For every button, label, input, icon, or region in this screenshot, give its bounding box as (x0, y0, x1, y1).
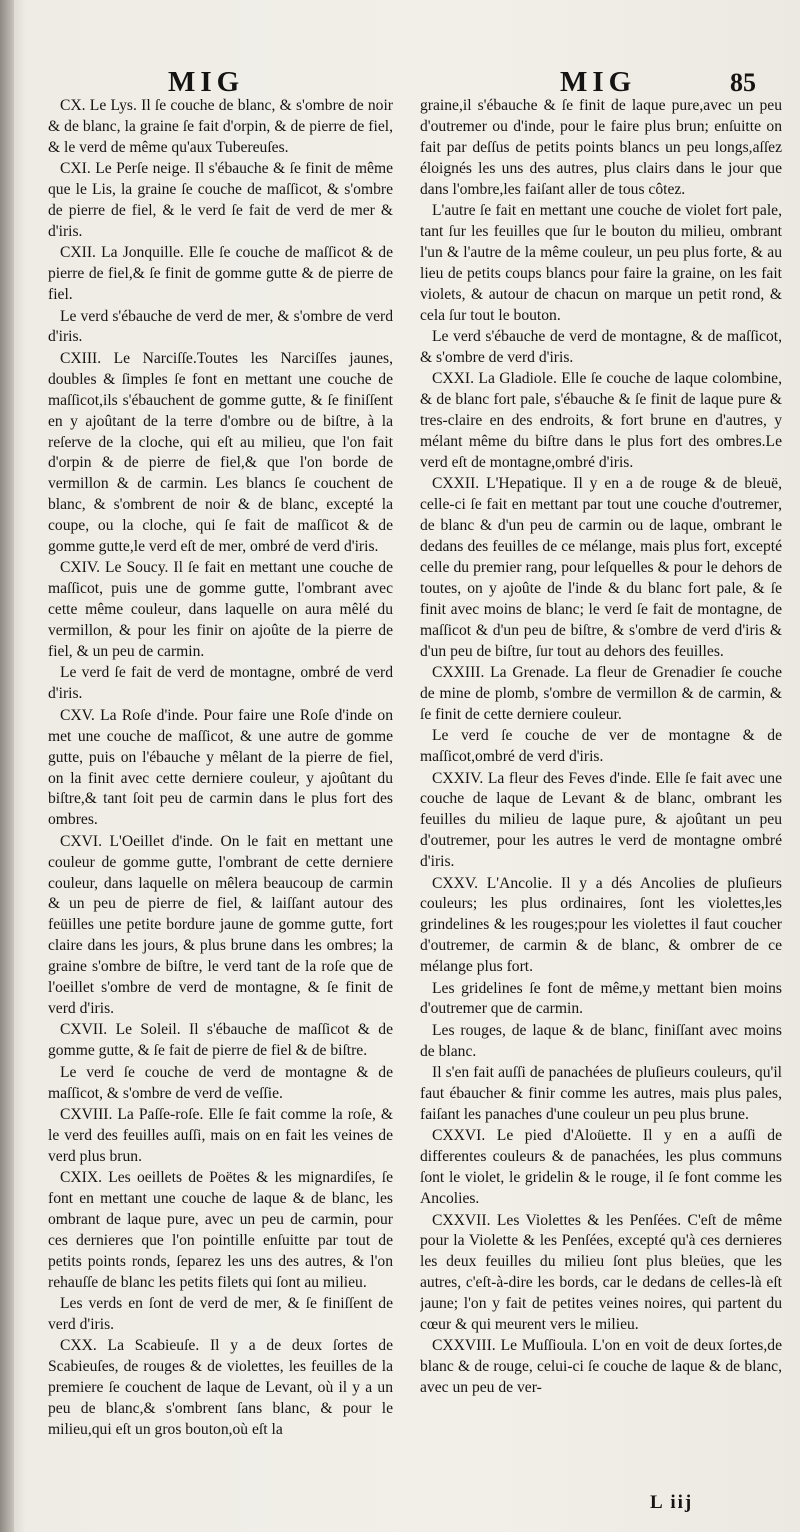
running-head-right-word: MIG (560, 66, 637, 98)
paragraph: CXXI. La Gladiole. Elle ſe couche de laque colombine, & de blanc fort pale, s'ébauche & ſe finit de laque pure & tres-claire en des endroits, & fort brune en d'autres, y mélant même du biſtre dans le plus fort des ombres.Le verd eſt de montagne,ombré d'iris. (420, 370, 782, 471)
paragraph: CXIX. Les oeillets de Poëtes & les mignardiſes, ſe font en mettant une couche de laque & de blanc, les ombrant de laque pure, avec un peu de carmin, pour ces dernieres que l'on pointille enſuitte par tout de petits points ronds, ſeparez les uns des autres, & l'on rehauſſe de blanc les petits filets qui ſont au milieu. (48, 1169, 393, 1291)
paragraph: L'autre ſe fait en mettant une couche de violet fort pale, tant ſur les feuilles que ſur le bouton du milieu, ombrant l'un & l'autre de la même couleur, un peu plus forte, & au lieu de petits coups blancs pour faire la graine, on les fait violets, & autour de chacun on marque un petit rond, & cela ſur tout le bouton. (420, 202, 782, 324)
paragraph: CXVIII. La Paſſe-roſe. Elle ſe fait comme la roſe, & le verd des feuilles auſſi, mais on en fait les veines de verd plus brun. (48, 1106, 393, 1165)
right-column (420, 96, 782, 1496)
paragraph: CXXIII. La Grenade. La fleur de Grenadier ſe couche de mine de plomb, s'ombre de vermillon & de carmin, & ſe finit de cette derniere couleur. (420, 663, 782, 723)
paragraph: CX. Le Lys. Il ſe couche de blanc, & s'ombre de noir & de blanc, la graine ſe fait d'orpin, & de pierre de fiel, & le verd de même qu'aux Tubereuſes. (48, 97, 393, 156)
paragraph: Le verd s'ébauche de verd de mer, & s'ombre de verd d'iris. (48, 307, 393, 346)
left-column (48, 96, 393, 1496)
paragraph: CXIV. Le Soucy. Il ſe fait en mettant une couche de maſſicot, puis une de gomme gutte, l'ombrant avec cette même couleur, dans laquelle on aura mêlé du vermillon, & pour les finir on ajoûte de la pierre de fiel, & un peu de carmin. (48, 559, 393, 661)
paragraph: Le verd ſe couche de ver de montagne & de maſſicot,ombré de verd d'iris. (420, 727, 782, 766)
page-gutter-shadow (0, 0, 14, 1532)
paragraph: Le verd ſe couche de verd de montagne & de maſſicot, & s'ombre de verd de veſſie. (48, 1063, 393, 1102)
paragraph: Il s'en fait auſſi de panachées de pluſieurs couleurs, qu'il faut ébaucher & finir comme les autres, mais plus pales, faiſant les panaches d'une couleur un peu plus brune. (420, 1064, 782, 1123)
paragraph: Le verd ſe fait de verd de montagne, ombré de verd d'iris. (48, 664, 393, 703)
paragraph: Les gridelines ſe font de même,y mettant bien moins d'outremer que de carmin. (420, 979, 782, 1018)
paragraph: graine,il s'ébauche & ſe finit de laque pure,avec un peu d'outremer ou d'inde, pour le faire plus brun; enſuitte on fait par deſſus de petits points blancs un peu longs,aſſez éloignés les uns des autres, plus clairs dans le jour que dans l'ombre,les faiſant aller de tous côtez. (420, 97, 782, 198)
paragraph: Les verds en ſont de verd de mer, & ſe finiſſent de verd d'iris. (48, 1295, 393, 1334)
paragraph: CXI. Le Perſe neige. Il s'ébauche & ſe finit de même que le Lis, la graine ſe couche de maſſicot, & s'ombre de pierre de fiel, & le verd ſe fait de verd de mer & d'iris. (48, 160, 393, 240)
page-number: 85 (730, 68, 756, 97)
paragraph: CXIII. Le Narciſſe.Toutes les Narciſſes jaunes, doubles & ſimples ſe font en mettant une couche de maſſicot,ils s'ébauchent de gomme gutte, & ſe finiſſent en y ajoûtant de la terre d'ombre ou de biſtre, à la reſerve de la cloche, qui eſt au milieu, que l'on fait d'orpin & de pierre de fiel,& que l'on borde de vermillon & de carmin. Les blancs ſe couchent de blanc, & s'ombrent de noir & de blanc, excepté la coupe, ou la cloche, qui ſe fait de maſſicot & de gomme gutte,le verd eſt de mer, ombré de verd d'iris. (48, 349, 393, 556)
running-head-left-word: MIG (168, 66, 245, 98)
paragraph: CXXIV. La fleur des Feves d'inde. Elle ſe fait avec une couche de laque de Levant & de blanc, ombrant les feuilles du milieu de laque pure, & ajoûtant un peu d'outremer, pour les autres le verd de montagne ombré d'iris. (420, 769, 782, 871)
paragraph: CXII. La Jonquille. Elle ſe couche de maſſicot & de pierre de fiel,& ſe finit de gomme gutte & de pierre de fiel. (48, 244, 393, 304)
paragraph: CXX. La Scabieuſe. Il y a de deux ſortes de Scabieuſes, de rouges & de violettes, les feuilles de la premiere ſe couchent de laque de Levant, où il y a un peu de blanc,& s'ombrent ſans blanc, & pour le milieu,qui eſt un gros bouton,où eſt la (48, 1337, 393, 1439)
paragraph: Le verd s'ébauche de verd de montagne, & de maſſicot, & s'ombre de verd d'iris. (420, 327, 782, 366)
paragraph: CXVII. Le Soleil. Il s'ébauche de maſſicot & de gomme gutte, & ſe fait de pierre de fiel & de biſtre. (48, 1021, 393, 1060)
paragraph: CXXVI. Le pied d'Aloüette. Il y en a auſſi de differentes couleurs & de panachées, les plus communs ſont le violet, le gridelin & le rouge, il ſe font comme les Ancolies. (420, 1127, 782, 1208)
text-columns (48, 96, 788, 1496)
paragraph: CXXV. L'Ancolie. Il y a dés Ancolies de pluſieurs couleurs; les plus ordinaires, ſont les violettes,les grindelines & les rouges;pour les violettes il faut coucher d'outremer, de carmin & de blanc, & ombrer de ce mélange plus fort. (420, 874, 782, 976)
paragraph: CXV. La Roſe d'inde. Pour faire une Roſe d'inde on met une couche de maſſicot, & une autre de gomme gutte, puis on l'ébauche y mêlant de la pierre de fiel, on la finit avec cette derniere couleur, y ajoûtant du biſtre,& tant ſoit peu de carmin dans le plus fort des ombres. (48, 706, 393, 829)
paragraph: CXXII. L'Hepatique. Il y en a de rouge & de bleuë, celle-ci ſe fait en mettant par tout une couche d'outremer, de blanc & d'un peu de carmin ou de laque, ombrant le dedans des feuilles de ce mélange, mais plus fort, excepté celle du premier rang, pour leſquelles & pour le dehors de toutes, on y ajoûte de l'inde & du blanc fort pale, & ſe finit avec moins de blanc; le verd ſe fait de montagne, de maſſicot & d'un peu de biſtre, & s'ombre de verd d'iris & d'un peu de biſtre, ſur tout au dehors des feuilles. (420, 475, 782, 660)
paragraph: CXVI. L'Oeillet d'inde. On le fait en mettant une couleur de gomme gutte, l'ombrant de cette derniere couleur, dans laquelle on mêlera beaucoup de carmin & un peu de pierre de fiel, & laiſſant autour des feüilles une petite bordure jaune de gomme gutte, fort claire dans les jours, & plus brune dans les ombres; la graine s'ombre de biſtre, le verd tant de la roſe que de l'oeillet s'ombre de verd de montagne, & ſe finit de verd d'iris. (48, 832, 393, 1017)
signature-mark: L iij (650, 1492, 694, 1513)
paragraph: CXXVII. Les Violettes & les Penſées. C'eſt de même pour la Violette & les Penſées, excepté qu'à ces dernieres les deux feuilles du milieu ſont plus bleües, que les autres, c'eſt-à-dire les bords, car le dedans de celles-là eſt jaune; l'on y fait de petites veines noires, qui partent du cœur & qui meurent vers le milieu. (420, 1211, 782, 1334)
paragraph: CXXVIII. Le Muſſioula. L'on en voit de deux ſortes,de blanc & de rouge, celui-ci ſe couche de laque & de blanc, avec un peu de ver- (420, 1337, 782, 1397)
paragraph: Les rouges, de laque & de blanc, finiſſant avec moins de blanc. (420, 1021, 782, 1060)
